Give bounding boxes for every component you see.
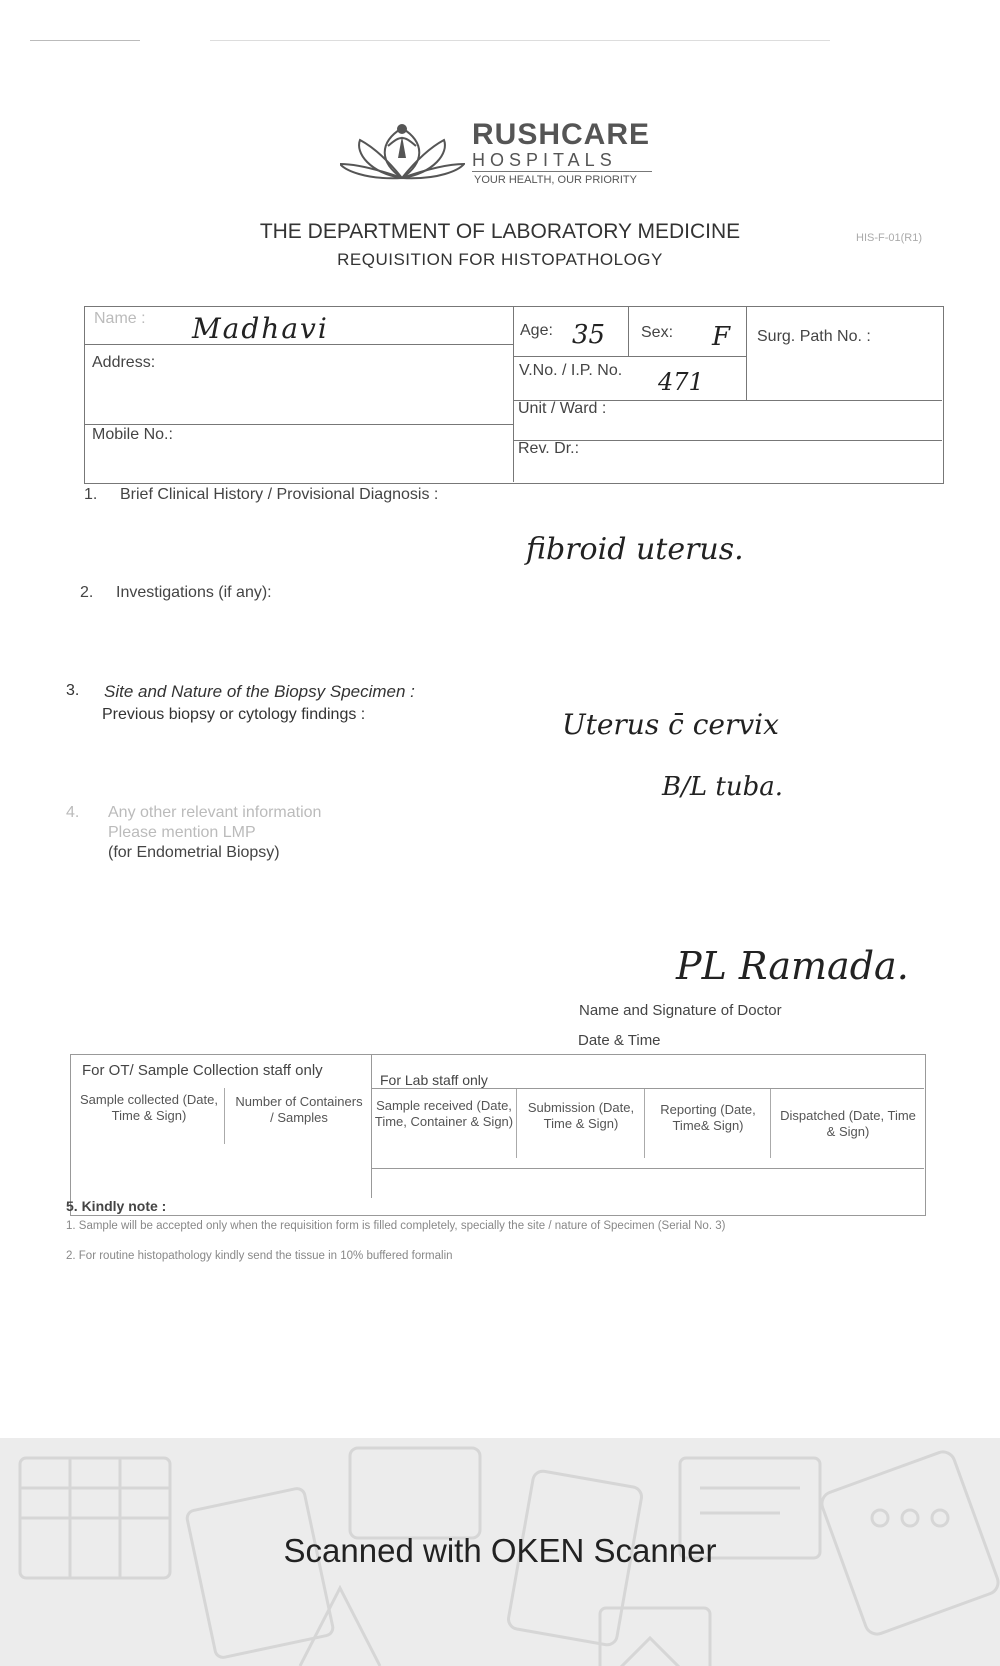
scan-edge-line	[30, 40, 140, 41]
age-value: 35	[572, 320, 606, 350]
tagline-divider	[472, 171, 652, 172]
col-sample-collected: Sample collected (Date, Time & Sign)	[79, 1092, 218, 1123]
question-label: Any other relevant information	[108, 804, 322, 821]
ot-staff-header: For OT/ Sample Collection staff only	[82, 1062, 323, 1079]
clinical-history-answer: fibroid uterus.	[526, 532, 744, 567]
note-1: 1. Sample will be accepted only when the requisition form is filled completely, specially the site / nature of Specimen (Serial No. 3)	[66, 1220, 726, 1232]
question-label: (for Endometrial Biopsy)	[108, 844, 280, 861]
question-number: 1.	[84, 486, 98, 503]
question-label: Please mention LMP	[108, 824, 256, 841]
unit-ward-label: Unit / Ward :	[518, 400, 607, 417]
address-label: Address:	[92, 354, 156, 371]
date-time-label: Date & Time	[578, 1032, 661, 1049]
table-divider	[644, 1088, 645, 1158]
col-dispatched: Dispatched (Date, Time & Sign)	[780, 1108, 916, 1139]
col-number-containers: Number of Containers / Samples	[235, 1094, 363, 1125]
brand-name: RUSHCARE	[472, 118, 651, 151]
name-value: Madhavi	[192, 312, 329, 345]
table-divider	[513, 356, 746, 357]
hospital-logo	[340, 118, 660, 190]
table-divider	[628, 306, 629, 356]
table-divider	[371, 1054, 372, 1198]
col-reporting: Reporting (Date, Time& Sign)	[660, 1102, 756, 1133]
table-divider	[746, 306, 747, 400]
specimen-answer-line-2: B/L tuba.	[662, 772, 783, 802]
table-divider	[513, 306, 514, 482]
form-title: REQUISITION FOR HISTOPATHOLOGY	[337, 250, 663, 269]
vno-label: V.No. / I.P. No.	[519, 362, 623, 379]
table-divider	[770, 1088, 771, 1158]
question-label: Brief Clinical History / Provisional Diagnosis :	[120, 486, 439, 503]
note-2: 2. For routine histopathology kindly send the tissue in 10% buffered formalin	[66, 1250, 453, 1262]
rev-dr-label: Rev. Dr.:	[518, 440, 580, 457]
name-label: Name :	[94, 310, 146, 327]
department-title: THE DEPARTMENT OF LABORATORY MEDICINE	[259, 220, 741, 243]
sex-value: F	[712, 322, 731, 352]
question-number: 3.	[66, 682, 80, 699]
scanner-watermark-text: Scanned with OKEN Scanner	[283, 1532, 717, 1569]
question-label: Investigations (if any):	[116, 584, 272, 601]
form-code: HIS-F-01(R1)	[856, 232, 923, 244]
table-divider	[516, 1088, 517, 1158]
col-sample-received: Sample received (Date, Time, Container & Sign)	[374, 1098, 514, 1129]
table-divider	[84, 424, 513, 425]
question-number: 2.	[80, 584, 94, 601]
vno-value: 471	[658, 368, 704, 396]
age-label: Age:	[520, 322, 553, 339]
table-divider	[371, 1168, 924, 1169]
question-number: 4.	[66, 804, 80, 821]
question-label: Site and Nature of the Biopsy Specimen :	[104, 682, 415, 701]
doctor-signature-label: Name and Signature of Doctor	[579, 1002, 782, 1019]
specimen-answer-line-1: Uterus c̄ cervix	[562, 708, 779, 741]
lab-staff-header: For Lab staff only	[380, 1072, 488, 1088]
brand-tagline: YOUR HEALTH, OUR PRIORITY	[474, 174, 637, 186]
mobile-label: Mobile No.:	[92, 426, 173, 443]
table-divider	[371, 1088, 924, 1089]
lotus-person-icon	[340, 118, 465, 188]
sex-label: Sex:	[641, 324, 674, 341]
scanner-footer	[0, 1438, 1000, 1666]
col-submission: Submission (Date, Time & Sign)	[527, 1100, 635, 1131]
table-divider	[224, 1088, 225, 1144]
doctor-signature: PL Ramada.	[676, 944, 909, 988]
brand-subname: HOSPITALS	[472, 150, 617, 170]
question-sublabel: Previous biopsy or cytology findings :	[102, 706, 366, 723]
kindly-note-heading: 5. Kindly note :	[66, 1198, 167, 1214]
scan-edge-line	[210, 40, 830, 41]
surg-path-label: Surg. Path No. :	[757, 328, 871, 345]
